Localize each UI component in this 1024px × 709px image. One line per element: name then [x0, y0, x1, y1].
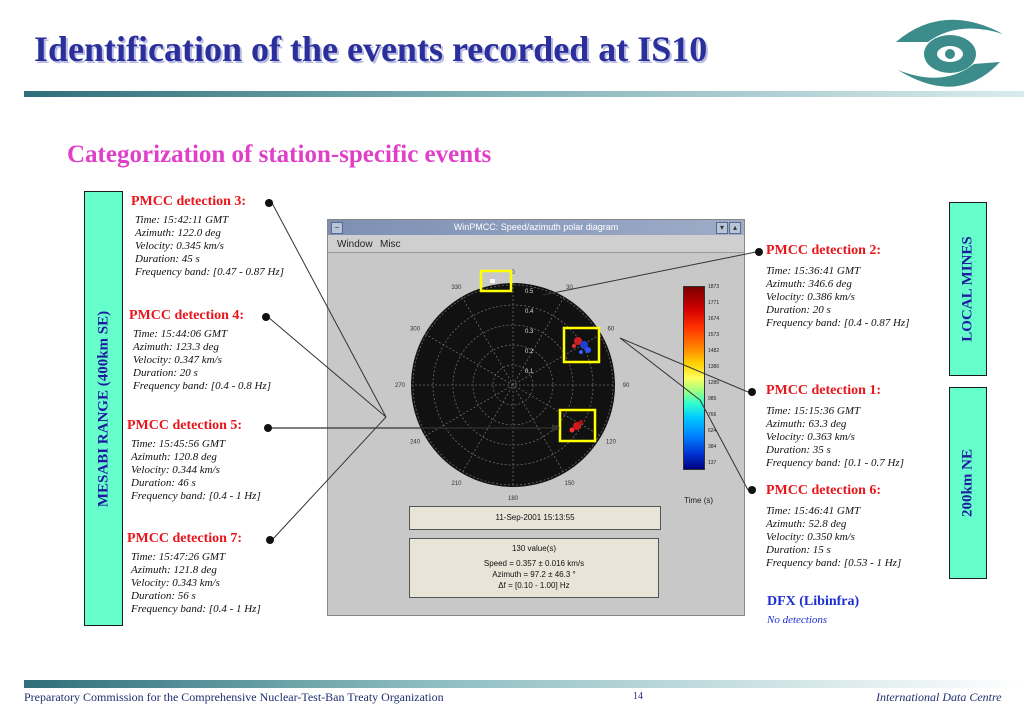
- mesabi-range-label-box: [84, 191, 123, 626]
- detection-title: PMCC detection 3:: [131, 194, 247, 209]
- azimuth-label: 0: [511, 270, 515, 276]
- detection-duration: Duration: 20 s: [766, 304, 831, 316]
- cluster-points-det2: [490, 279, 495, 283]
- detection-velocity: Velocity: 0.344 km/s: [131, 464, 220, 476]
- detection-title: PMCC detection 7:: [127, 531, 243, 546]
- detection-azimuth: Azimuth: 120.8 deg: [131, 451, 217, 463]
- speed-label: 0.2: [525, 349, 534, 355]
- detection-band: Frequency band: [0.4 - 1 Hz]: [131, 603, 261, 615]
- ctbto-logo-icon: [888, 12, 1008, 94]
- detection-duration: Duration: 35 s: [766, 444, 831, 456]
- connector-dot-det5: [264, 424, 272, 432]
- connector-dot-det1: [748, 388, 756, 396]
- minimize-icon[interactable]: ▾: [716, 222, 728, 234]
- azimuth-label: 90: [622, 383, 630, 389]
- azimuth-label: 330: [451, 285, 462, 292]
- detection-band: Frequency band: [0.4 - 0.8 Hz]: [133, 380, 271, 392]
- stats-azimuth: Azimuth = 97.2 ± 46.3 °: [492, 570, 576, 579]
- slide-title: Identification of the events recorded at IS10: [34, 29, 708, 69]
- azimuth-label: 180: [507, 496, 519, 502]
- speed-label: 0.5: [525, 289, 534, 295]
- colorbar-tick: 1386: [708, 364, 720, 370]
- detection-block-6: [766, 483, 901, 570]
- colorbar-tick: 1482: [708, 348, 720, 354]
- stats-header: 130 value(s): [511, 544, 557, 553]
- stats-band: Δf = [0.10 - 1.00] Hz: [498, 581, 570, 590]
- detection-band: Frequency band: [0.53 - 1 Hz]: [766, 557, 902, 569]
- colorbar-tick: 384: [708, 444, 717, 450]
- detection-azimuth: Azimuth: 123.3 deg: [133, 341, 219, 353]
- dfx-title: DFX (Libinfra): [767, 594, 860, 609]
- detection-velocity: Velocity: 0.343 km/s: [131, 577, 220, 589]
- detection-azimuth: Azimuth: 346.6 deg: [766, 278, 852, 290]
- colorbar-tick: 1873: [708, 284, 720, 290]
- polar-diagram: [388, 260, 638, 510]
- colorbar-tick: 1771: [708, 300, 720, 306]
- azimuth-label: 240: [410, 439, 421, 446]
- detection-time: Time: 15:42:11 GMT: [135, 214, 229, 226]
- detection-velocity: Velocity: 0.350 km/s: [766, 531, 855, 543]
- time-colorbar: [683, 286, 705, 470]
- colorbar-tick: 1286: [708, 380, 720, 386]
- detection-band: Frequency band: [0.4 - 0.87 Hz]: [766, 317, 910, 329]
- speed-label: 0.1: [525, 369, 534, 375]
- footer-organization: Preparatory Commission for the Comprehensive Nuclear-Test-Ban Treaty Organization: [24, 690, 444, 704]
- detection-duration: Duration: 45 s: [135, 253, 200, 265]
- detection-duration: Duration: 46 s: [131, 477, 196, 489]
- colorbar-tick: 624: [708, 428, 717, 434]
- menu-misc[interactable]: Misc: [380, 239, 401, 250]
- detection-block-5: [127, 418, 261, 503]
- connector-dot-det2: [755, 248, 763, 256]
- detection-title: PMCC detection 6:: [766, 483, 882, 498]
- detection-band: Frequency band: [0.47 - 0.87 Hz]: [135, 266, 284, 278]
- colorbar-tick: 766: [708, 412, 717, 418]
- detection-time: Time: 15:46:41 GMT: [766, 505, 861, 517]
- maximize-icon[interactable]: ▴: [729, 222, 741, 234]
- detection-title: PMCC detection 1:: [766, 383, 882, 398]
- detection-azimuth: Azimuth: 122.0 deg: [135, 227, 221, 239]
- detection-title: PMCC detection 5:: [127, 418, 243, 433]
- date-text: 11-Sep-2001 15:13:55: [495, 513, 575, 522]
- detection-azimuth: Azimuth: 63.3 deg: [766, 418, 847, 430]
- detection-velocity: Velocity: 0.363 km/s: [766, 431, 855, 443]
- azimuth-label: 210: [451, 480, 462, 487]
- window-menu-icon[interactable]: −: [331, 222, 343, 234]
- dfx-note: No detections: [767, 614, 828, 626]
- colorbar-tick: 137: [708, 460, 717, 466]
- detection-duration: Duration: 15 s: [766, 544, 831, 556]
- azimuth-label: 120: [605, 439, 616, 446]
- slide-subtitle: Categorization of station-specific events: [67, 141, 492, 168]
- menu-window[interactable]: Window: [337, 239, 373, 250]
- stats-speed: Speed = 0.357 ± 0.016 km/s: [483, 559, 585, 568]
- colorbar-tick: 1573: [708, 332, 720, 338]
- 200km-ne-label: 200km NE: [959, 449, 976, 517]
- detection-title: PMCC detection 2:: [766, 243, 882, 258]
- detection-block-4: [129, 308, 271, 393]
- detection-band: Frequency band: [0.4 - 1 Hz]: [131, 490, 261, 502]
- detection-time: Time: 15:15:36 GMT: [766, 405, 861, 417]
- detection-block-2: [766, 243, 909, 330]
- mesabi-range-label: MESABI RANGE (400km SE): [95, 310, 111, 507]
- detection-duration: Duration: 56 s: [131, 590, 196, 602]
- detection-band: Frequency band: [0.1 - 0.7 Hz]: [766, 457, 904, 469]
- local-mines-label: LOCAL MINES: [959, 236, 976, 342]
- winpmcc-window: [327, 219, 745, 616]
- connector-dot-det6: [748, 486, 756, 494]
- title-divider: [24, 91, 1024, 97]
- speed-label: 0.3: [525, 329, 534, 335]
- detection-block-1: [766, 383, 904, 470]
- detection-block-7: [127, 531, 261, 616]
- colorbar-tick: 985: [708, 396, 717, 402]
- detection-block-3: [131, 194, 284, 279]
- local-mines-label-box: [949, 202, 987, 376]
- azimuth-label: 300: [410, 326, 421, 333]
- detection-velocity: Velocity: 0.386 km/s: [766, 291, 855, 303]
- 200km-ne-label-box: [949, 387, 987, 579]
- detection-velocity: Velocity: 0.347 km/s: [133, 354, 222, 366]
- colorbar-label: Time (s): [684, 496, 714, 505]
- detection-time: Time: 15:44:06 GMT: [133, 328, 228, 340]
- detection-azimuth: Azimuth: 52.8 deg: [766, 518, 847, 530]
- detection-duration: Duration: 20 s: [133, 367, 198, 379]
- detection-time: Time: 15:47:26 GMT: [131, 551, 226, 563]
- detection-azimuth: Azimuth: 121.8 deg: [131, 564, 217, 576]
- date-box: [409, 506, 661, 530]
- detection-time: Time: 15:36:41 GMT: [766, 265, 861, 277]
- azimuth-label: 60: [607, 326, 615, 333]
- colorbar-tick: 1674: [708, 316, 720, 322]
- detection-time: Time: 15:45:56 GMT: [131, 438, 226, 450]
- detection-velocity: Velocity: 0.345 km/s: [135, 240, 224, 252]
- detection-title: PMCC detection 4:: [129, 308, 245, 323]
- azimuth-label: 150: [564, 480, 575, 487]
- azimuth-label: 270: [394, 383, 406, 389]
- window-title: WinPMCC: Speed/azimuth polar diagram: [453, 222, 619, 232]
- speed-label: 0.4: [525, 309, 534, 315]
- page-number: 14: [633, 691, 643, 702]
- footer-divider: [24, 680, 1024, 688]
- connector-dot-det7: [266, 536, 274, 544]
- footer-idc: International Data Centre: [876, 690, 1002, 704]
- stats-box: [409, 538, 659, 598]
- azimuth-label: 30: [566, 285, 573, 292]
